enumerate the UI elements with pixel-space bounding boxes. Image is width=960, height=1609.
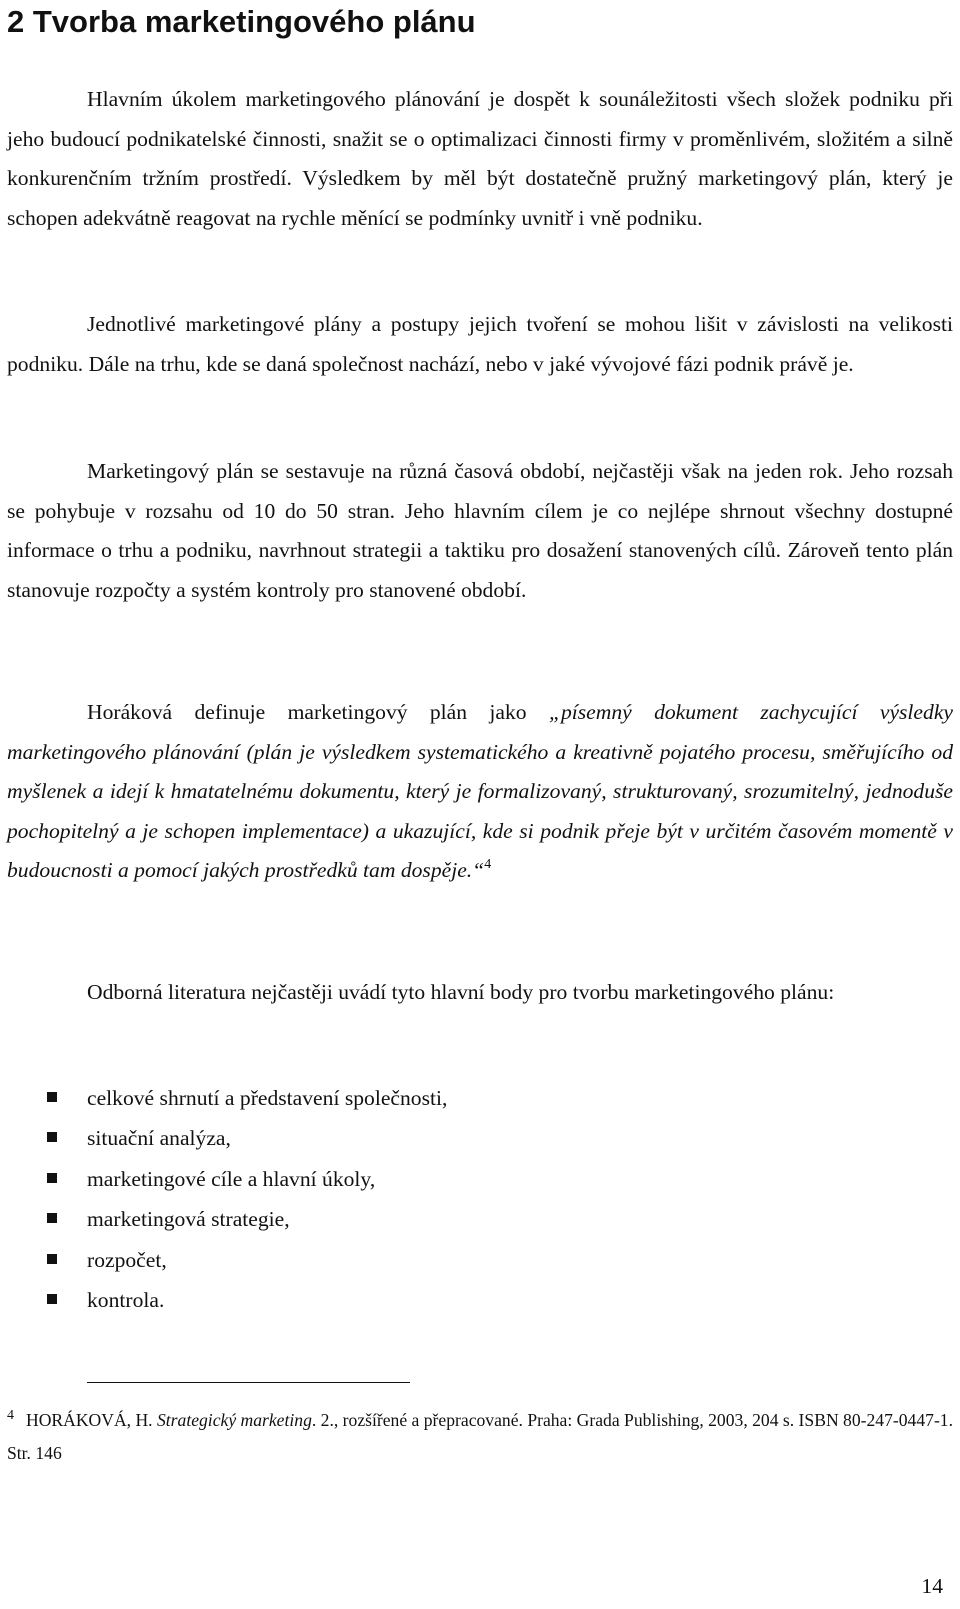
- bullet-square-icon: [47, 1092, 57, 1102]
- list-item-text: celkové shrnutí a představení společnosti,: [87, 1086, 448, 1110]
- definition-lead: Horáková definuje marketingový plán jako: [87, 700, 549, 724]
- bullet-square-icon: [47, 1254, 57, 1264]
- paragraph-plan-period: Marketingový plán se sestavuje na různá časová období, nejčastěji však na jeden rok. Jeho rozsah se pohybuje v rozsahu od 10 do 50 stran. Jeho hlavním cílem je co nejlépe shrnout všechny dostupné informace o trhu a podniku, navrhnout strategii a taktiku pro dosažení stanovených cílů. Zároveň tento plán stanovuje rozpočty a systém kontroly pro stanovené období.: [7, 459, 953, 602]
- list-item: [7, 1280, 907, 1320]
- definition-quote: „písemný dokument zachycující výsledky marketingového plánování (plán je výsledkem systematického a kreativně pojatého procesu, směřujícího od myšlenek a idejí k hmatatelnému dokumentu, který je formalizovaný, strukturovaný, srozumitelný, jednoduše pochopitelný a je schopen implementace) a ukazující, kde si podnik přeje být v určitém časovém momentě v budoucnosti a pomocí jakých prostředků tam dospěje.“: [7, 700, 953, 883]
- list-item: [7, 1118, 907, 1158]
- list-item-text: situační analýza,: [87, 1126, 231, 1151]
- main-points-list: [7, 1078, 907, 1320]
- list-item: [7, 1078, 907, 1118]
- paragraph-intro: Hlavním úkolem marketingového plánování je dospět k sounáležitosti všech složek podniku při jeho budoucí podnikatelské činnosti, snažit se o optimalizaci činnosti firmy v proměnlivém, složitém a silně konkurenčním tržním prostředí. Výsledkem by měl být dostatečně pružný marketingový plán, který je schopen adekvátně reagovat na rychle měnící se podmínky uvnitř i vně podniku.: [7, 87, 953, 230]
- list-item: [7, 1240, 907, 1280]
- list-item-text: marketingové cíle a hlavní úkoly,: [87, 1166, 376, 1191]
- bullet-square-icon: [47, 1213, 57, 1223]
- footnote-number: 4: [7, 1408, 14, 1423]
- paragraph-definition: [7, 693, 953, 891]
- list-item-text: kontrola.: [87, 1288, 165, 1313]
- footnote-author: HORÁKOVÁ, H.: [26, 1410, 157, 1430]
- chapter-heading: 2 Tvorba marketingového plánu: [7, 4, 476, 39]
- list-item-text: marketingová strategie,: [87, 1207, 290, 1232]
- footnote-book-title: Strategický marketing: [156, 1410, 312, 1430]
- bullet-square-icon: [47, 1173, 57, 1183]
- footnote-reference[interactable]: 4: [484, 857, 492, 873]
- footnote-separator: [87, 1382, 410, 1383]
- document-page: [7, 0, 953, 1609]
- page-number: 14: [921, 1574, 943, 1598]
- list-item: [7, 1199, 907, 1239]
- footnote: [7, 1404, 953, 1470]
- list-item-text: rozpočet,: [87, 1247, 167, 1272]
- bullet-square-icon: [47, 1294, 57, 1304]
- footnote-details: . 2., rozšířené a přepracované. Praha: Grada Publishing, 2003, 204 s. ISBN 80-247-0447-1. Str. 146: [7, 1410, 953, 1463]
- list-item: [7, 1159, 907, 1199]
- bullet-square-icon: [47, 1132, 57, 1142]
- paragraph-plans-differ: Jednotlivé marketingové plány a postupy jejich tvoření se mohou lišit v závislosti na velikosti podniku. Dále na trhu, kde se daná společnost nachází, nebo v jaké vývojové fázi podnik právě je.: [7, 312, 953, 376]
- paragraph-literature: Odborná literatura nejčastěji uvádí tyto hlavní body pro tvorbu marketingového plánu:: [87, 980, 835, 1004]
